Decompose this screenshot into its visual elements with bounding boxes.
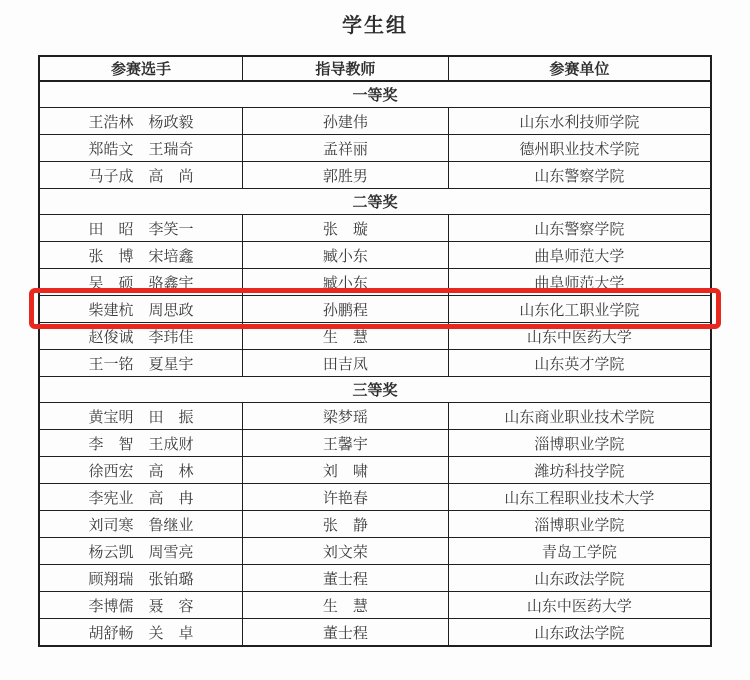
unit-cell: 山东警察学院 <box>448 162 711 189</box>
award-label: 二等奖 <box>39 189 711 215</box>
teacher-cell: 郭胜男 <box>243 162 449 189</box>
players-cell: 李 智 王成财 <box>39 430 243 457</box>
table-row <box>39 484 711 511</box>
unit-cell: 青岛工学院 <box>448 538 711 565</box>
unit-cell: 山东化工职业学院 <box>448 296 711 323</box>
table-header-row <box>39 56 711 81</box>
teacher-cell: 臧小东 <box>243 242 449 269</box>
players-cell: 马子成 高 尚 <box>39 162 243 189</box>
unit-cell: 淄博职业学院 <box>448 511 711 538</box>
table-row <box>39 565 711 592</box>
table-row <box>39 135 711 162</box>
award-label: 一等奖 <box>39 81 711 108</box>
column-header-1: 指导教师 <box>243 56 449 81</box>
unit-cell: 山东工程职业技术大学 <box>448 484 711 511</box>
teacher-cell: 许艳春 <box>243 484 449 511</box>
table-row <box>39 323 711 350</box>
table-row <box>39 430 711 457</box>
players-cell: 王一铭 夏星宇 <box>39 350 243 377</box>
players-cell: 田 昭 李笑一 <box>39 215 243 242</box>
teacher-cell: 张 璇 <box>243 215 449 242</box>
awards-table <box>38 55 712 647</box>
players-cell: 徐西宏 高 林 <box>39 457 243 484</box>
column-header-0: 参赛选手 <box>39 56 243 81</box>
table-row <box>39 619 711 647</box>
teacher-cell: 刘文荣 <box>243 538 449 565</box>
unit-cell: 淄博职业学院 <box>448 430 711 457</box>
players-cell: 李宪业 高 冉 <box>39 484 243 511</box>
table-row <box>39 215 711 242</box>
players-cell: 王浩林 杨政毅 <box>39 108 243 135</box>
page-title: 学生组 <box>342 15 408 37</box>
unit-cell: 山东中医药大学 <box>448 323 711 350</box>
players-cell: 柴建杭 周思政 <box>39 296 243 323</box>
teacher-cell: 生 慧 <box>243 323 449 350</box>
teacher-cell: 刘 啸 <box>243 457 449 484</box>
unit-cell: 山东中医药大学 <box>448 592 711 619</box>
players-cell: 张 博 宋培鑫 <box>39 242 243 269</box>
teacher-cell: 孙建伟 <box>243 108 449 135</box>
teacher-cell: 臧小东 <box>243 269 449 296</box>
players-cell: 赵俊诚 李玮佳 <box>39 323 243 350</box>
teacher-cell: 生 慧 <box>243 592 449 619</box>
table-row <box>39 350 711 377</box>
teacher-cell: 孙鹏程 <box>243 296 449 323</box>
table-row <box>39 511 711 538</box>
teacher-cell: 田吉凤 <box>243 350 449 377</box>
award-label: 三等奖 <box>39 377 711 403</box>
unit-cell: 曲阜师范大学 <box>448 242 711 269</box>
unit-cell: 曲阜师范大学 <box>448 269 711 296</box>
unit-cell: 山东英才学院 <box>448 350 711 377</box>
table-row <box>39 269 711 296</box>
table-row <box>39 403 711 430</box>
players-cell: 顾翔瑞 张铂璐 <box>39 565 243 592</box>
teacher-cell: 王馨宇 <box>243 430 449 457</box>
teacher-cell: 孟祥丽 <box>243 135 449 162</box>
teacher-cell: 张 静 <box>243 511 449 538</box>
award-section-row <box>39 81 711 108</box>
unit-cell: 山东警察学院 <box>448 215 711 242</box>
players-cell: 杨云凯 周雪亮 <box>39 538 243 565</box>
table-wrapper <box>38 55 712 647</box>
unit-cell: 山东商业职业技术学院 <box>448 403 711 430</box>
award-section-row <box>39 377 711 403</box>
unit-cell: 山东政法学院 <box>448 619 711 647</box>
players-cell: 吴 硕 骆鑫宇 <box>39 269 243 296</box>
players-cell: 李博儒 聂 容 <box>39 592 243 619</box>
players-cell: 黄宝明 田 振 <box>39 403 243 430</box>
players-cell: 胡舒畅 关 卓 <box>39 619 243 647</box>
unit-cell: 潍坊科技学院 <box>448 457 711 484</box>
players-cell: 郑皓文 王瑞奇 <box>39 135 243 162</box>
unit-cell: 德州职业技术学院 <box>448 135 711 162</box>
teacher-cell: 董士程 <box>243 565 449 592</box>
unit-cell: 山东水利技师学院 <box>448 108 711 135</box>
table-row <box>39 108 711 135</box>
table-row <box>39 162 711 189</box>
unit-cell: 山东政法学院 <box>448 565 711 592</box>
players-cell: 刘司寒 鲁继业 <box>39 511 243 538</box>
table-row <box>39 592 711 619</box>
table-row <box>39 457 711 484</box>
table-row <box>39 242 711 269</box>
teacher-cell: 董士程 <box>243 619 449 647</box>
award-section-row <box>39 189 711 215</box>
teacher-cell: 梁梦瑶 <box>243 403 449 430</box>
table-row <box>39 296 711 323</box>
column-header-2: 参赛单位 <box>448 56 711 81</box>
table-row <box>39 538 711 565</box>
